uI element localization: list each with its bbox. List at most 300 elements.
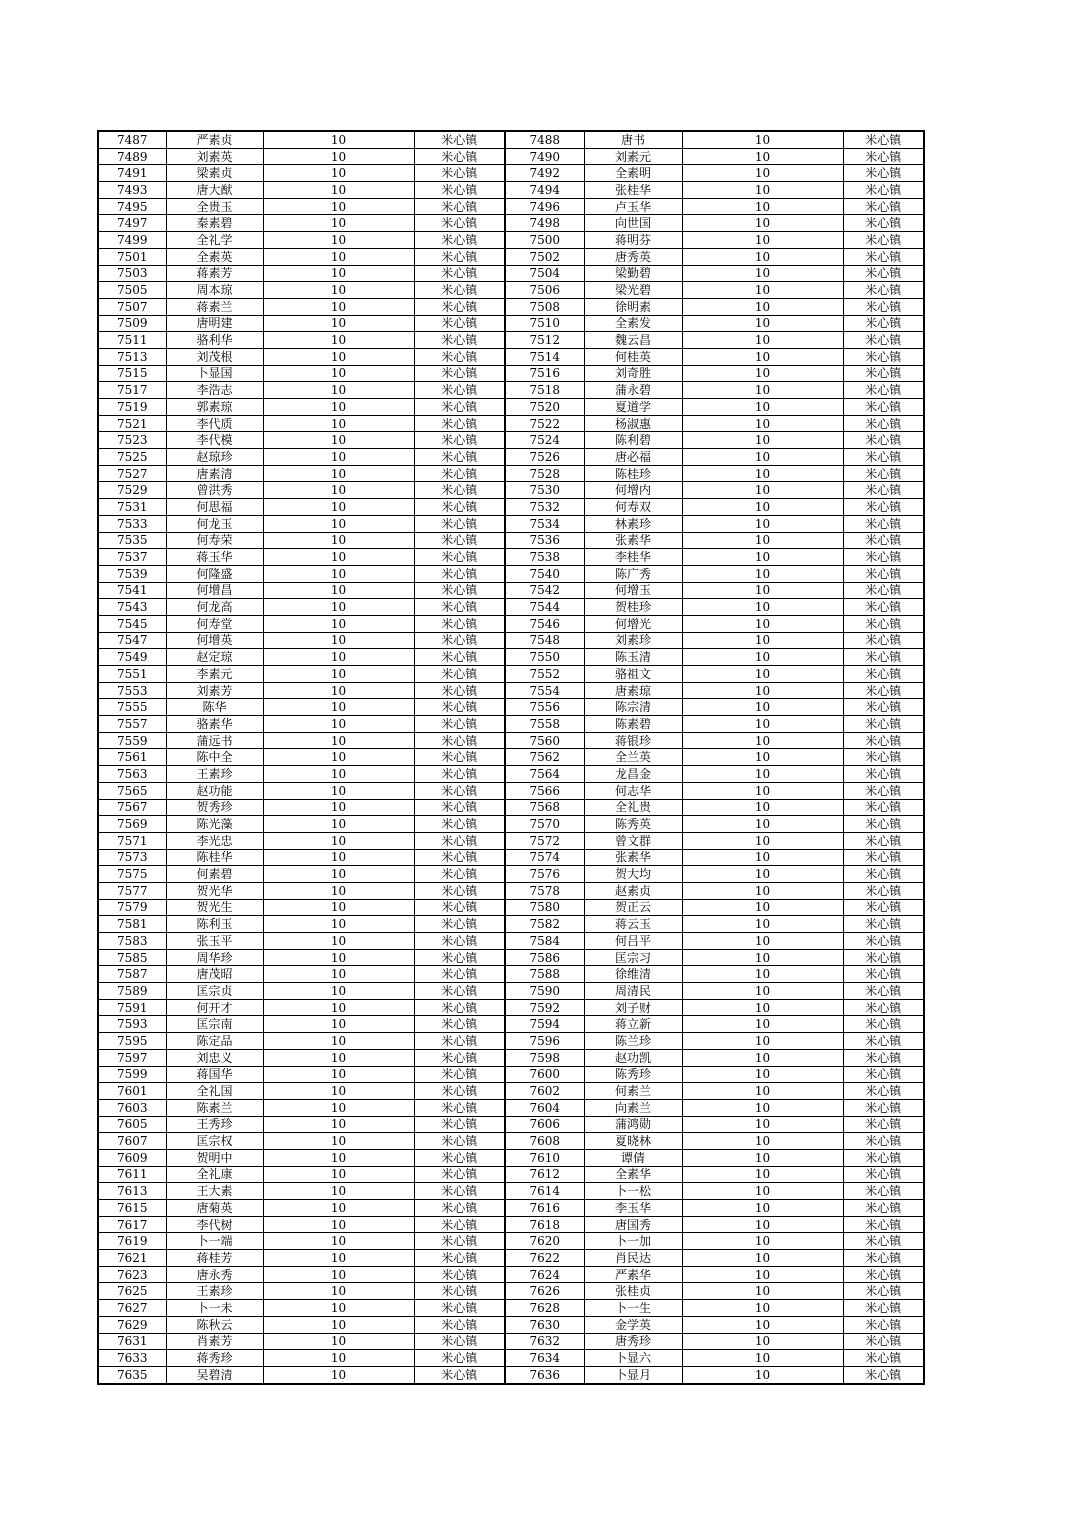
right-town-cell: 米心镇	[843, 1300, 924, 1317]
left-town-cell: 米心镇	[414, 348, 505, 365]
table-row	[98, 682, 924, 699]
right-name-cell: 何素兰	[584, 1083, 682, 1100]
left-name-cell: 李代模	[166, 432, 263, 449]
right-id-cell: 7512	[505, 332, 584, 349]
left-amount-cell: 10	[263, 1049, 414, 1066]
right-town-cell: 米心镇	[843, 1066, 924, 1083]
right-name-cell: 刘子财	[584, 999, 682, 1016]
right-name-cell: 林素珍	[584, 515, 682, 532]
right-town-cell: 米心镇	[843, 1366, 924, 1383]
left-amount-cell: 10	[263, 699, 414, 716]
left-id-cell: 7495	[98, 198, 166, 215]
left-town-cell: 米心镇	[414, 799, 505, 816]
right-name-cell: 杨淑惠	[584, 415, 682, 432]
right-name-cell: 何增玉	[584, 582, 682, 599]
left-name-cell: 蒋玉华	[166, 549, 263, 566]
table-row	[98, 766, 924, 783]
left-town-cell: 米心镇	[414, 1333, 505, 1350]
left-amount-cell: 10	[263, 999, 414, 1016]
left-name-cell: 刘素芳	[166, 682, 263, 699]
table-row	[98, 866, 924, 883]
left-town-cell: 米心镇	[414, 482, 505, 499]
left-name-cell: 刘茂根	[166, 348, 263, 365]
right-amount-cell: 10	[682, 866, 843, 883]
left-id-cell: 7565	[98, 782, 166, 799]
roster-table	[97, 130, 925, 1385]
right-name-cell: 卜一加	[584, 1233, 682, 1250]
right-amount-cell: 10	[682, 899, 843, 916]
left-town-cell: 米心镇	[414, 1250, 505, 1267]
left-id-cell: 7595	[98, 1033, 166, 1050]
left-id-cell: 7529	[98, 482, 166, 499]
right-amount-cell: 10	[682, 348, 843, 365]
left-town-cell: 米心镇	[414, 832, 505, 849]
right-town-cell: 米心镇	[843, 1283, 924, 1300]
right-amount-cell: 10	[682, 1233, 843, 1250]
right-town-cell: 米心镇	[843, 966, 924, 983]
left-name-cell: 陈桂华	[166, 849, 263, 866]
right-town-cell: 米心镇	[843, 1233, 924, 1250]
left-town-cell: 米心镇	[414, 382, 505, 399]
left-id-cell: 7549	[98, 649, 166, 666]
left-name-cell: 曾洪秀	[166, 482, 263, 499]
left-name-cell: 何寿荣	[166, 532, 263, 549]
right-name-cell: 何志华	[584, 782, 682, 799]
table-row	[98, 1300, 924, 1317]
table-row	[98, 849, 924, 866]
left-amount-cell: 10	[263, 148, 414, 165]
left-amount-cell: 10	[263, 849, 414, 866]
left-name-cell: 何增昌	[166, 582, 263, 599]
right-town-cell: 米心镇	[843, 165, 924, 182]
right-name-cell: 蒲永碧	[584, 382, 682, 399]
left-amount-cell: 10	[263, 1233, 414, 1250]
right-town-cell: 米心镇	[843, 1016, 924, 1033]
left-id-cell: 7601	[98, 1083, 166, 1100]
table-row	[98, 782, 924, 799]
right-town-cell: 米心镇	[843, 565, 924, 582]
right-amount-cell: 10	[682, 832, 843, 849]
left-id-cell: 7503	[98, 265, 166, 282]
left-id-cell: 7493	[98, 182, 166, 199]
right-amount-cell: 10	[682, 1300, 843, 1317]
right-id-cell: 7568	[505, 799, 584, 816]
right-name-cell: 匡宗习	[584, 949, 682, 966]
left-id-cell: 7515	[98, 365, 166, 382]
left-name-cell: 李素元	[166, 666, 263, 683]
right-amount-cell: 10	[682, 332, 843, 349]
left-amount-cell: 10	[263, 1083, 414, 1100]
left-id-cell: 7537	[98, 549, 166, 566]
right-amount-cell: 10	[682, 399, 843, 416]
right-name-cell: 梁勤碧	[584, 265, 682, 282]
right-town-cell: 米心镇	[843, 1183, 924, 1200]
right-town-cell: 米心镇	[843, 666, 924, 683]
right-name-cell: 骆祖文	[584, 666, 682, 683]
right-town-cell: 米心镇	[843, 882, 924, 899]
right-amount-cell: 10	[682, 148, 843, 165]
left-town-cell: 米心镇	[414, 966, 505, 983]
right-town-cell: 米心镇	[843, 1049, 924, 1066]
right-name-cell: 唐秀英	[584, 248, 682, 265]
table-row	[98, 716, 924, 733]
table-row	[98, 565, 924, 582]
right-name-cell: 卜显六	[584, 1350, 682, 1367]
left-name-cell: 何素碧	[166, 866, 263, 883]
left-id-cell: 7579	[98, 899, 166, 916]
right-name-cell: 夏道学	[584, 399, 682, 416]
left-amount-cell: 10	[263, 165, 414, 182]
right-name-cell: 陈秀英	[584, 816, 682, 833]
left-amount-cell: 10	[263, 1016, 414, 1033]
right-town-cell: 米心镇	[843, 1266, 924, 1283]
left-name-cell: 何隆盛	[166, 565, 263, 582]
table-row	[98, 282, 924, 299]
left-amount-cell: 10	[263, 782, 414, 799]
right-name-cell: 唐书	[584, 131, 682, 148]
left-amount-cell: 10	[263, 1166, 414, 1183]
left-town-cell: 米心镇	[414, 282, 505, 299]
left-name-cell: 赵定琼	[166, 649, 263, 666]
right-name-cell: 金学英	[584, 1316, 682, 1333]
left-amount-cell: 10	[263, 282, 414, 299]
left-town-cell: 米心镇	[414, 432, 505, 449]
table-row	[98, 966, 924, 983]
right-name-cell: 卢玉华	[584, 198, 682, 215]
right-name-cell: 梁光碧	[584, 282, 682, 299]
left-amount-cell: 10	[263, 549, 414, 566]
right-id-cell: 7488	[505, 131, 584, 148]
right-amount-cell: 10	[682, 315, 843, 332]
table-row	[98, 1083, 924, 1100]
right-id-cell: 7624	[505, 1266, 584, 1283]
left-town-cell: 米心镇	[414, 766, 505, 783]
right-amount-cell: 10	[682, 582, 843, 599]
right-id-cell: 7554	[505, 682, 584, 699]
left-amount-cell: 10	[263, 348, 414, 365]
left-town-cell: 米心镇	[414, 298, 505, 315]
left-id-cell: 7521	[98, 415, 166, 432]
right-amount-cell: 10	[682, 1083, 843, 1100]
table-row	[98, 649, 924, 666]
right-id-cell: 7562	[505, 749, 584, 766]
left-id-cell: 7603	[98, 1099, 166, 1116]
right-town-cell: 米心镇	[843, 1166, 924, 1183]
table-row	[98, 1183, 924, 1200]
right-amount-cell: 10	[682, 849, 843, 866]
right-name-cell: 全素华	[584, 1166, 682, 1183]
left-town-cell: 米心镇	[414, 732, 505, 749]
left-amount-cell: 10	[263, 899, 414, 916]
table-row	[98, 732, 924, 749]
right-town-cell: 米心镇	[843, 198, 924, 215]
left-town-cell: 米心镇	[414, 999, 505, 1016]
left-name-cell: 陈利玉	[166, 916, 263, 933]
left-id-cell: 7587	[98, 966, 166, 983]
left-id-cell: 7499	[98, 232, 166, 249]
left-name-cell: 王大素	[166, 1183, 263, 1200]
right-name-cell: 肖民达	[584, 1250, 682, 1267]
right-amount-cell: 10	[682, 666, 843, 683]
left-amount-cell: 10	[263, 866, 414, 883]
table-row	[98, 1099, 924, 1116]
right-amount-cell: 10	[682, 1116, 843, 1133]
table-row	[98, 131, 924, 148]
right-amount-cell: 10	[682, 699, 843, 716]
right-amount-cell: 10	[682, 682, 843, 699]
right-amount-cell: 10	[682, 165, 843, 182]
left-name-cell: 陈光藻	[166, 816, 263, 833]
right-amount-cell: 10	[682, 1250, 843, 1267]
left-town-cell: 米心镇	[414, 232, 505, 249]
right-amount-cell: 10	[682, 599, 843, 616]
right-amount-cell: 10	[682, 232, 843, 249]
right-amount-cell: 10	[682, 432, 843, 449]
right-id-cell: 7520	[505, 399, 584, 416]
right-town-cell: 米心镇	[843, 1099, 924, 1116]
table-row	[98, 1216, 924, 1233]
left-name-cell: 匡宗权	[166, 1133, 263, 1150]
right-id-cell: 7622	[505, 1250, 584, 1267]
right-town-cell: 米心镇	[843, 933, 924, 950]
right-id-cell: 7570	[505, 816, 584, 833]
left-id-cell: 7593	[98, 1016, 166, 1033]
right-id-cell: 7610	[505, 1149, 584, 1166]
right-name-cell: 严素华	[584, 1266, 682, 1283]
right-name-cell: 何寿双	[584, 499, 682, 516]
left-id-cell: 7589	[98, 983, 166, 1000]
right-id-cell: 7558	[505, 716, 584, 733]
left-id-cell: 7507	[98, 298, 166, 315]
left-name-cell: 陈华	[166, 699, 263, 716]
table-row	[98, 415, 924, 432]
left-amount-cell: 10	[263, 1099, 414, 1116]
right-town-cell: 米心镇	[843, 682, 924, 699]
left-amount-cell: 10	[263, 1216, 414, 1233]
left-amount-cell: 10	[263, 232, 414, 249]
right-id-cell: 7548	[505, 632, 584, 649]
left-town-cell: 米心镇	[414, 365, 505, 382]
right-id-cell: 7508	[505, 298, 584, 315]
left-amount-cell: 10	[263, 1266, 414, 1283]
left-name-cell: 何寿堂	[166, 615, 263, 632]
left-id-cell: 7535	[98, 532, 166, 549]
right-town-cell: 米心镇	[843, 866, 924, 883]
left-id-cell: 7523	[98, 432, 166, 449]
table-row	[98, 699, 924, 716]
right-name-cell: 张桂贞	[584, 1283, 682, 1300]
left-town-cell: 米心镇	[414, 1116, 505, 1133]
left-name-cell: 陈素兰	[166, 1099, 263, 1116]
right-id-cell: 7616	[505, 1200, 584, 1217]
left-town-cell: 米心镇	[414, 1183, 505, 1200]
right-name-cell: 夏晓林	[584, 1133, 682, 1150]
left-name-cell: 蒋桂芳	[166, 1250, 263, 1267]
right-town-cell: 米心镇	[843, 632, 924, 649]
right-town-cell: 米心镇	[843, 749, 924, 766]
left-name-cell: 贺明中	[166, 1149, 263, 1166]
left-amount-cell: 10	[263, 666, 414, 683]
table-row	[98, 1016, 924, 1033]
left-id-cell: 7597	[98, 1049, 166, 1066]
right-name-cell: 全素发	[584, 315, 682, 332]
right-town-cell: 米心镇	[843, 999, 924, 1016]
right-town-cell: 米心镇	[843, 1250, 924, 1267]
right-name-cell: 李玉华	[584, 1200, 682, 1217]
left-id-cell: 7581	[98, 916, 166, 933]
right-town-cell: 米心镇	[843, 766, 924, 783]
left-amount-cell: 10	[263, 198, 414, 215]
right-name-cell: 周清民	[584, 983, 682, 1000]
right-town-cell: 米心镇	[843, 1200, 924, 1217]
left-town-cell: 米心镇	[414, 1099, 505, 1116]
left-id-cell: 7619	[98, 1233, 166, 1250]
table-row	[98, 582, 924, 599]
left-amount-cell: 10	[263, 182, 414, 199]
right-amount-cell: 10	[682, 1133, 843, 1150]
right-id-cell: 7582	[505, 916, 584, 933]
left-amount-cell: 10	[263, 1366, 414, 1383]
left-town-cell: 米心镇	[414, 949, 505, 966]
table-row	[98, 1316, 924, 1333]
right-name-cell: 唐秀珍	[584, 1333, 682, 1350]
left-town-cell: 米心镇	[414, 549, 505, 566]
table-row	[98, 632, 924, 649]
right-name-cell: 张素华	[584, 532, 682, 549]
table-row	[98, 182, 924, 199]
left-amount-cell: 10	[263, 1149, 414, 1166]
left-id-cell: 7629	[98, 1316, 166, 1333]
right-name-cell: 陈素碧	[584, 716, 682, 733]
left-amount-cell: 10	[263, 1033, 414, 1050]
right-id-cell: 7630	[505, 1316, 584, 1333]
left-id-cell: 7531	[98, 499, 166, 516]
left-amount-cell: 10	[263, 298, 414, 315]
right-name-cell: 唐国秀	[584, 1216, 682, 1233]
right-name-cell: 向素兰	[584, 1099, 682, 1116]
left-town-cell: 米心镇	[414, 565, 505, 582]
left-id-cell: 7613	[98, 1183, 166, 1200]
table-row	[98, 749, 924, 766]
left-id-cell: 7561	[98, 749, 166, 766]
right-id-cell: 7522	[505, 415, 584, 432]
left-town-cell: 米心镇	[414, 465, 505, 482]
left-id-cell: 7513	[98, 348, 166, 365]
left-id-cell: 7605	[98, 1116, 166, 1133]
right-name-cell: 向世国	[584, 215, 682, 232]
left-name-cell: 全贵玉	[166, 198, 263, 215]
left-name-cell: 郭素琼	[166, 399, 263, 416]
table-row	[98, 399, 924, 416]
left-id-cell: 7623	[98, 1266, 166, 1283]
right-id-cell: 7546	[505, 615, 584, 632]
left-id-cell: 7609	[98, 1149, 166, 1166]
left-amount-cell: 10	[263, 1316, 414, 1333]
left-id-cell: 7559	[98, 732, 166, 749]
right-town-cell: 米心镇	[843, 332, 924, 349]
table-row	[98, 1066, 924, 1083]
left-amount-cell: 10	[263, 1350, 414, 1367]
left-name-cell: 秦素碧	[166, 215, 263, 232]
left-town-cell: 米心镇	[414, 215, 505, 232]
left-town-cell: 米心镇	[414, 682, 505, 699]
right-town-cell: 米心镇	[843, 816, 924, 833]
right-name-cell: 贺正云	[584, 899, 682, 916]
right-name-cell: 张桂华	[584, 182, 682, 199]
table-row	[98, 666, 924, 683]
right-name-cell: 唐必福	[584, 449, 682, 466]
right-amount-cell: 10	[682, 966, 843, 983]
right-town-cell: 米心镇	[843, 399, 924, 416]
left-town-cell: 米心镇	[414, 1033, 505, 1050]
right-town-cell: 米心镇	[843, 649, 924, 666]
left-name-cell: 陈秋云	[166, 1316, 263, 1333]
right-town-cell: 米心镇	[843, 365, 924, 382]
right-id-cell: 7510	[505, 315, 584, 332]
right-name-cell: 陈桂珍	[584, 465, 682, 482]
right-amount-cell: 10	[682, 716, 843, 733]
right-amount-cell: 10	[682, 766, 843, 783]
left-amount-cell: 10	[263, 599, 414, 616]
right-id-cell: 7606	[505, 1116, 584, 1133]
left-amount-cell: 10	[263, 983, 414, 1000]
left-name-cell: 赵琼珍	[166, 449, 263, 466]
left-amount-cell: 10	[263, 632, 414, 649]
right-name-cell: 刘奇胜	[584, 365, 682, 382]
left-id-cell: 7591	[98, 999, 166, 1016]
left-town-cell: 米心镇	[414, 165, 505, 182]
left-name-cell: 骆利华	[166, 332, 263, 349]
left-town-cell: 米心镇	[414, 1233, 505, 1250]
right-name-cell: 谭倩	[584, 1149, 682, 1166]
left-name-cell: 贺光生	[166, 899, 263, 916]
left-town-cell: 米心镇	[414, 582, 505, 599]
right-name-cell: 贺大均	[584, 866, 682, 883]
left-id-cell: 7633	[98, 1350, 166, 1367]
left-name-cell: 骆素华	[166, 716, 263, 733]
left-id-cell: 7617	[98, 1216, 166, 1233]
left-amount-cell: 10	[263, 315, 414, 332]
right-name-cell: 贺桂珍	[584, 599, 682, 616]
right-town-cell: 米心镇	[843, 382, 924, 399]
left-amount-cell: 10	[263, 449, 414, 466]
right-id-cell: 7544	[505, 599, 584, 616]
right-amount-cell: 10	[682, 1216, 843, 1233]
right-amount-cell: 10	[682, 1350, 843, 1367]
left-name-cell: 全礼国	[166, 1083, 263, 1100]
right-id-cell: 7612	[505, 1166, 584, 1183]
right-id-cell: 7566	[505, 782, 584, 799]
left-amount-cell: 10	[263, 1066, 414, 1083]
right-name-cell: 陈秀珍	[584, 1066, 682, 1083]
right-amount-cell: 10	[682, 916, 843, 933]
left-id-cell: 7505	[98, 282, 166, 299]
left-town-cell: 米心镇	[414, 649, 505, 666]
left-town-cell: 米心镇	[414, 1200, 505, 1217]
left-amount-cell: 10	[263, 749, 414, 766]
right-id-cell: 7516	[505, 365, 584, 382]
table-row	[98, 449, 924, 466]
right-town-cell: 米心镇	[843, 131, 924, 148]
right-id-cell: 7528	[505, 465, 584, 482]
left-town-cell: 米心镇	[414, 1149, 505, 1166]
right-town-cell: 米心镇	[843, 899, 924, 916]
right-town-cell: 米心镇	[843, 983, 924, 1000]
right-town-cell: 米心镇	[843, 782, 924, 799]
left-town-cell: 米心镇	[414, 849, 505, 866]
left-name-cell: 李光忠	[166, 832, 263, 849]
table-row	[98, 799, 924, 816]
